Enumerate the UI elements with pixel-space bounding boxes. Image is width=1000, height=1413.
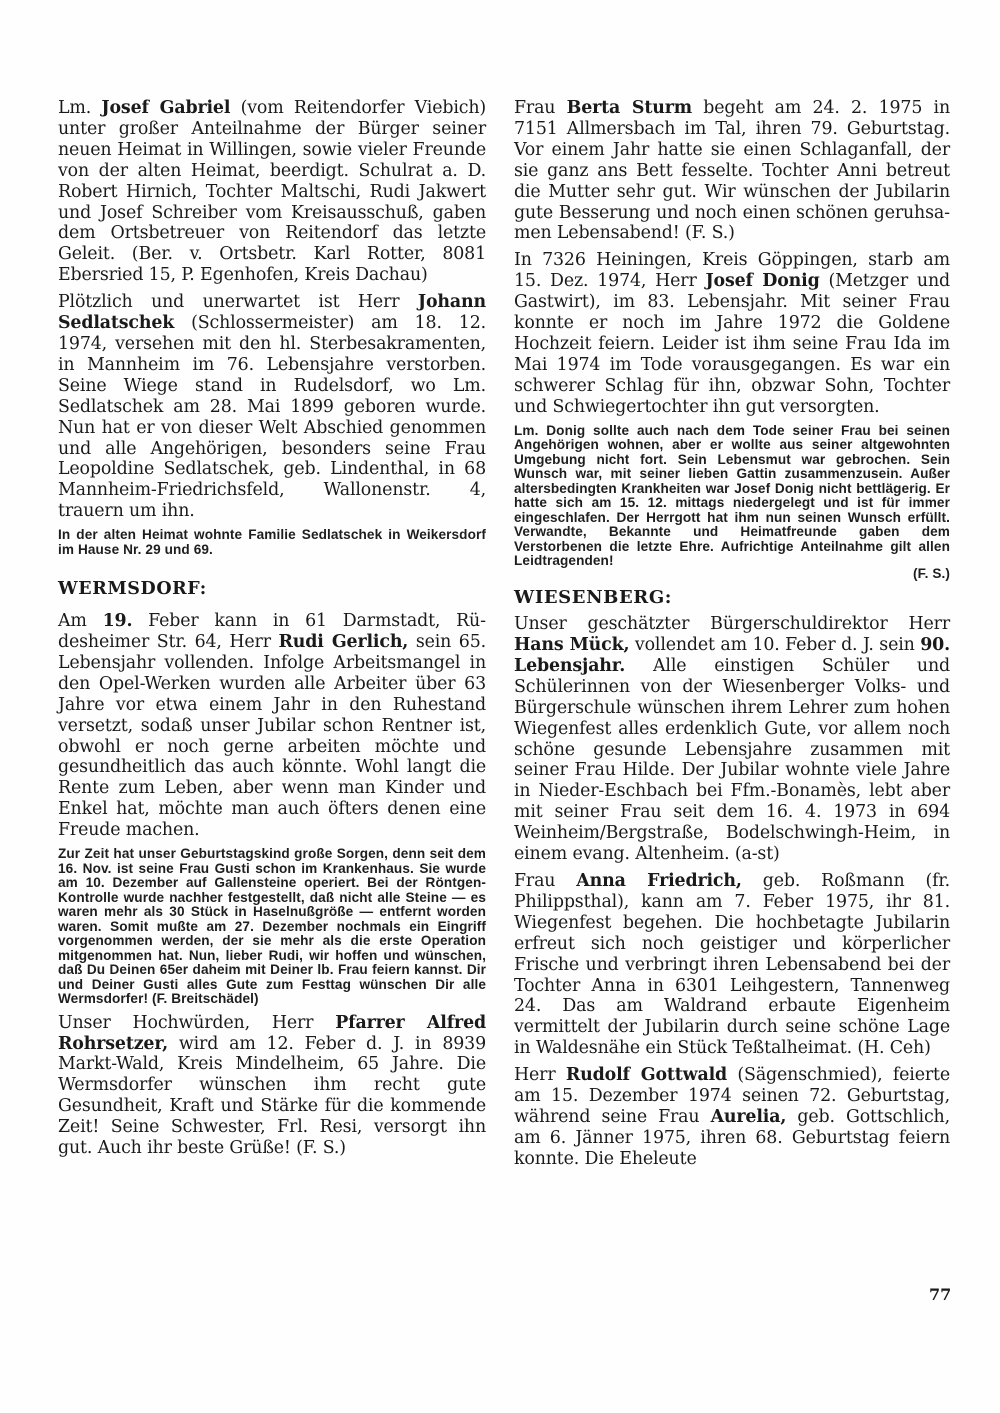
text: Plötzlich und unerwartet ist Herr bbox=[58, 292, 418, 313]
person-name: Pfarrer Alfred Rohrsetzer, bbox=[58, 1012, 486, 1054]
person-name: Josef Donig bbox=[705, 271, 820, 292]
text: wird am 12. Feber d. J. in 8939 Markt-Wald, Kreis Mindelheim, 65 Jahre. Die Wermsdorfer wünschen ihm recht gute Gesundheit, Kraft und Stärke für die kommende Zeit! Seine Schwester, Frl. Resi, versorgt ihn gut. Auch ihr beste Grüße! (F. S.) bbox=[58, 1033, 486, 1159]
article-berta-sturm bbox=[514, 98, 950, 244]
text: Alle einstigen Schüler und Schülerinnen von der Wiesenberger Volks- und Bürgerschule wünschen ihrem Lehrer zum hohen Wiegenfest alles erdenklich Gute, vor allem noch schöne gesunde Lebensjahre zusammen mit seiner Frau Hilde. Der Jubilar wohnte viele Jahre in Nieder-Eschbach bei Ffm.-Bonamès, lebt aber mit seiner Frau seit dem 16. 4. 1973 in 694 Weinheim/Bergstraße, Bodelschwingh-Heim, in einem evang. Altenheim. (a-st) bbox=[514, 655, 950, 865]
text: In 7326 Heiningen, Kreis Göppingen, starb am 15. Dez. 1974, Herr bbox=[514, 250, 950, 292]
text: (vom Reitendorfer Viebich) unter großer Anteilnahme der Bürger seiner neuen Heimat in Willingen, sowie vieler Freunde von der alten Heimat, beerdigt. Schulrat a. D. Robert Hirnich, Tochter Maltschi, Rudi Jakwert und Josef Schreiber vom Kreisausschuß, gaben dem Ortsbetreuer von Reitendorf das letzte Geleit. (Ber. v. Ortsbetr. Karl Rotter, 8081 Ebersried 15, P. Egenhofen, Kreis Dachau) bbox=[58, 98, 487, 286]
person-name: Johann Sedlatschek bbox=[58, 292, 486, 334]
text: (Metzger und Gastwirt), im 83. Lebensjahr. Mit seiner Frau konnte er noch im Jahre 1972 die Goldene Hochzeit feiern. Leider ist ihm seine Frau Ida im Mai 1974 im Tode vorausgegangen. Es war ein schwerer Schlag für ihn, obzwar Sohn, Tochter und Schwiegertochter ihn gut versorgten. bbox=[514, 271, 950, 417]
text: Unser geschätzter Bürgerschuldirektor Herr bbox=[514, 614, 950, 635]
text: Lm. bbox=[58, 98, 102, 118]
article-josef-gabriel bbox=[58, 98, 486, 286]
text: sein 65. Lebensjahr vollenden. Infolge Arbeitsmangel in den Opel-Werken wurden alle Arbeiter über 63 Jahre vor etwa einem Jahr in den Ruhestand versetzt, sodaß unser Jubilar schon Rentner ist, obwohl er noch gerne arbeiten möchte und gesundheitlich das auch könnte. Wohl langt die Rente zum Leben, aber wenn man Kinder und Enkel hat, möchte man auch öfters denen eine Freude machen. bbox=[58, 632, 486, 841]
article-johann-sedlatschek bbox=[58, 292, 486, 522]
person-name: Josef Gabriel bbox=[101, 98, 231, 118]
note-gerlich-family: Zur Zeit hat unser Geburtstagskind große Sorgen, denn seit dem 16. Nov. ist seine Frau Gusti schon im Krankenhaus. Sie wurde am 10. Dezember auf Gallensteine operiert. Bei der Röntgen-Kontrolle wurde nachher festgestellt, daß nicht alle Steine — es waren mehr als 30 Stück in Haselnußgröße — entfernt worden waren. Somit mußte am 27. Dezember nochmals ein Eingriff vorgenommen werden, der sie mehr als die erste Operation mitgenommen hat. Nun, lieber Rudi, wir hoffen und wünschen, daß Du Deinen 65er daheim mit Deiner lb. Frau feiern kannst. Dir und Deiner Gusti alles Gute zum Festtag wünschen Dir alle Wermsdorfer! (F. Breitschädel) bbox=[58, 846, 486, 1007]
text: geb. Roßmann (fr. Philippsthal), kann am 7. Feber 1975, ihr 81. Wiegenfest begehen. Die hochbetagte Jubilarin erfreut sich noch geistiger und körperlicher Frische und verbringt ihren Lebensabend bei der Tochter Anna in 6301 Leihgestern, Tannenweg 24. Das am Waldrand erbaute Eigenheim vermittelt der Jubilarin durch seine schöne Lage in Waldesnähe ein Stück Teßtalheimat. (H. Ceh) bbox=[514, 870, 950, 1059]
text: Frau bbox=[514, 98, 567, 118]
section-heading-wermsdorf: WERMSDORF: bbox=[58, 579, 207, 600]
note-sedlatschek-home: In der alten Heimat wohnte Familie Sedlatschek in Weikersdorf im Hause Nr. 29 und 69. bbox=[58, 527, 486, 557]
person-name: Rudi Gerlich, bbox=[278, 632, 409, 653]
text: begeht am 24. 2. 1975 in 7151 Allmersbach im Tal, ihren 79. Geburtstag. Vor einem Jahr hatte sie einen Schlaganfall, der sie ganz ans Bett fesselte. Tochter Anni betreut die Mutter sehr gut. Wir wünschen der Jubilarin gute Besserung und noch einen schönen geruhsamen Lebensabend! (F. S.) bbox=[514, 98, 950, 244]
milestone: 90. Lebensjahr. bbox=[514, 635, 950, 676]
text: Unser Hochwürden, Herr bbox=[58, 1012, 336, 1033]
article-rudolf-gottwald bbox=[514, 1065, 950, 1170]
person-name: Anna Friedrich, bbox=[576, 870, 742, 891]
text: geb. Gottschlich, am 6. Jänner 1975, ihren 68. Geburtstag feiern konnte. Die Eheleute bbox=[514, 1106, 950, 1169]
note-donig-signature: (F. S.) bbox=[913, 565, 950, 581]
person-name: Aurelia, bbox=[710, 1106, 787, 1127]
text: Herr bbox=[514, 1065, 566, 1086]
article-alfred-rohrsetzer bbox=[58, 1013, 486, 1159]
article-josef-donig bbox=[514, 250, 950, 417]
right-column bbox=[514, 98, 950, 1176]
text: (Schlossermeister) am 18. 12. 1974, versehen mit den hl. Sterbesakramenten, in Mannheim im 76. Lebensjahre verstorben. Seine Wiege stand in Rudelsdorf, wo Lm. Sedlatschek am 28. Mai 1899 geboren wurde. Nun hat er von dieser Welt Abschied genommen und alle Angehörigen, besonders seine Frau Leopoldine Sedlatschek, geb. Lindenthal, in 68 Mannheim-Friedrichsfeld, Wallonenstr. 4, trauern um ihn. bbox=[58, 313, 486, 522]
text: (Sägenschmied), feierte am 15. Dezember 1974 seinen 72. Geburtstag, während seine Frau bbox=[514, 1065, 950, 1127]
date: 19. bbox=[102, 611, 133, 632]
text: vollendet am 10. Feber d. J. sein bbox=[629, 635, 921, 655]
section-heading-wiesenberg: WIESENBERG: bbox=[514, 587, 673, 609]
person-name: Hans Mück, bbox=[514, 635, 630, 655]
page-number: 77 bbox=[929, 1285, 952, 1304]
person-name: Rudolf Gottwald bbox=[565, 1065, 728, 1086]
article-anna-friedrich bbox=[514, 871, 950, 1059]
person-name: Berta Sturm bbox=[566, 98, 692, 118]
text: Am bbox=[58, 611, 103, 632]
article-hans-muck bbox=[514, 614, 950, 865]
text: Frau bbox=[514, 870, 577, 891]
text: Feber kann in 61 Darmstadt, Rüdesheimer Str. 64, Herr bbox=[58, 611, 486, 653]
note-donig: Lm. Donig sollte auch nach dem Tode seiner Frau bei seinen Angehörigen wohnen, aber er wollte aus seiner altgewohnten Umgebung nicht fort. Sein Lebensmut war gebrochen. Sein Wunsch war, mit seiner lieben Gattin zusammenzusein. Außer altersbedingten Krankheiten war Josef Donig nicht bettlägerig. Er hatte sich am 15. 12. mittags niedergelegt und ist für immer eingeschlafen. Der Herrgott hat ihm nun seinen Wunsch erfüllt. Verwandte, Bekannte und Heimatfreunde gaben dem Verstorbenen die letzte Ehre. Aufrichtige Anteilnahme gilt allen Leidtragenden! bbox=[514, 422, 950, 569]
left-column bbox=[58, 98, 486, 1165]
article-rudi-gerlich bbox=[58, 611, 486, 841]
